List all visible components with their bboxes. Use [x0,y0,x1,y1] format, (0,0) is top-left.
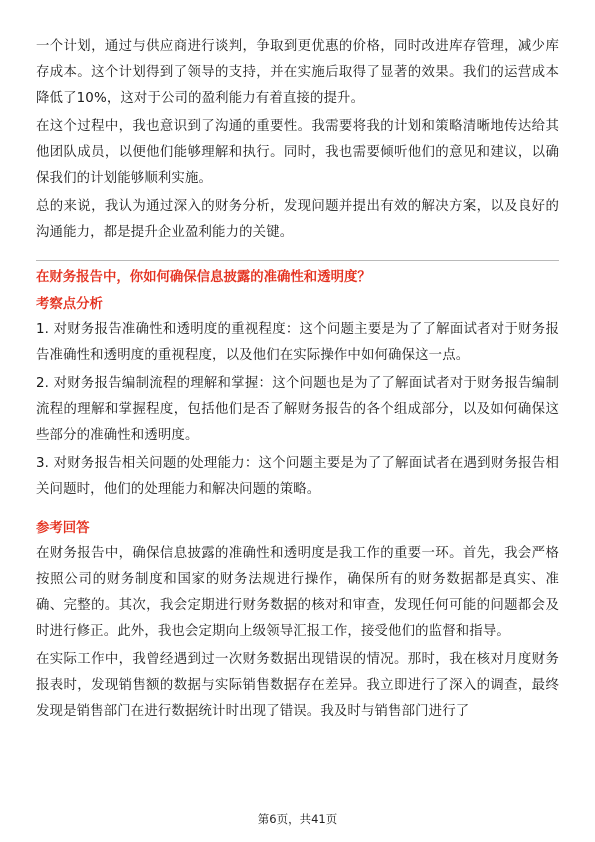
page-number-footer: 第6页，共41页 [257,812,338,826]
body-paragraph: 总的来说，我认为通过深入的财务分析，发现问题并提出有效的解决方案，以及良好的沟通能力，都是提升企业盈利能力的关键。 [36,199,559,240]
analysis-item: 3. 对财务报告相关问题的处理能力：这个问题主要是为了了解面试者在遇到财务报告相关问题时，他们的处理能力和解决问题的策略。 [36,456,559,497]
analysis-heading: 考察点分析 [36,297,103,312]
body-paragraph: 一个计划，通过与供应商进行谈判，争取到更优惠的价格，同时改进库存管理，减少库存成本。这个计划得到了领导的支持，并在实施后取得了显著的效果。我们的运营成本降低了10%，这对于公司的盈利能力有着直接的提升。 [36,39,559,106]
question-heading: 在财务报告中，你如何确保信息披露的准确性和透明度？ [36,270,371,285]
answer-paragraph: 在实际工作中，我曾经遇到过一次财务数据出现错误的情况。那时，我在核对月度财务报表时，发现销售额的数据与实际销售数据存在差异。我立即进行了深入的调查，最终发现是销售部门在进行数据统计时出现了错误。我及时与销售部门进行了 [36,652,559,719]
analysis-item: 2. 对财务报告编制流程的理解和掌握：这个问题也是为了了解面试者对于财务报告编制流程的理解和掌握程度，包括他们是否了解财务报告的各个组成部分，以及如何确保这些部分的准确性和透明度。 [36,376,559,443]
analysis-item: 1. 对财务报告准确性和透明度的重视程度：这个问题主要是为了了解面试者对于财务报告准确性和透明度的重视程度，以及他们在实际操作中如何确保这一点。 [36,322,559,363]
answer-paragraph: 在财务报告中，确保信息披露的准确性和透明度是我工作的重要一环。首先，我会严格按照公司的财务制度和国家的财务法规进行操作，确保所有的财务数据都是真实、准确、完整的。其次，我会定期进行财务数据的核对和审查，发现任何可能的问题都会及时进行修正。此外，我也会定期向上级领导汇报工作，接受他们的监督和指导。 [36,546,559,639]
answer-heading: 参考回答 [36,521,90,536]
page-content [36,34,559,727]
section-divider [36,260,559,261]
body-paragraph: 在这个过程中，我也意识到了沟通的重要性。我需要将我的计划和策略清晰地传达给其他团队成员，以便他们能够理解和执行。同时，我也需要倾听他们的意见和建议，以确保我们的计划能够顺利实施。 [36,119,559,186]
